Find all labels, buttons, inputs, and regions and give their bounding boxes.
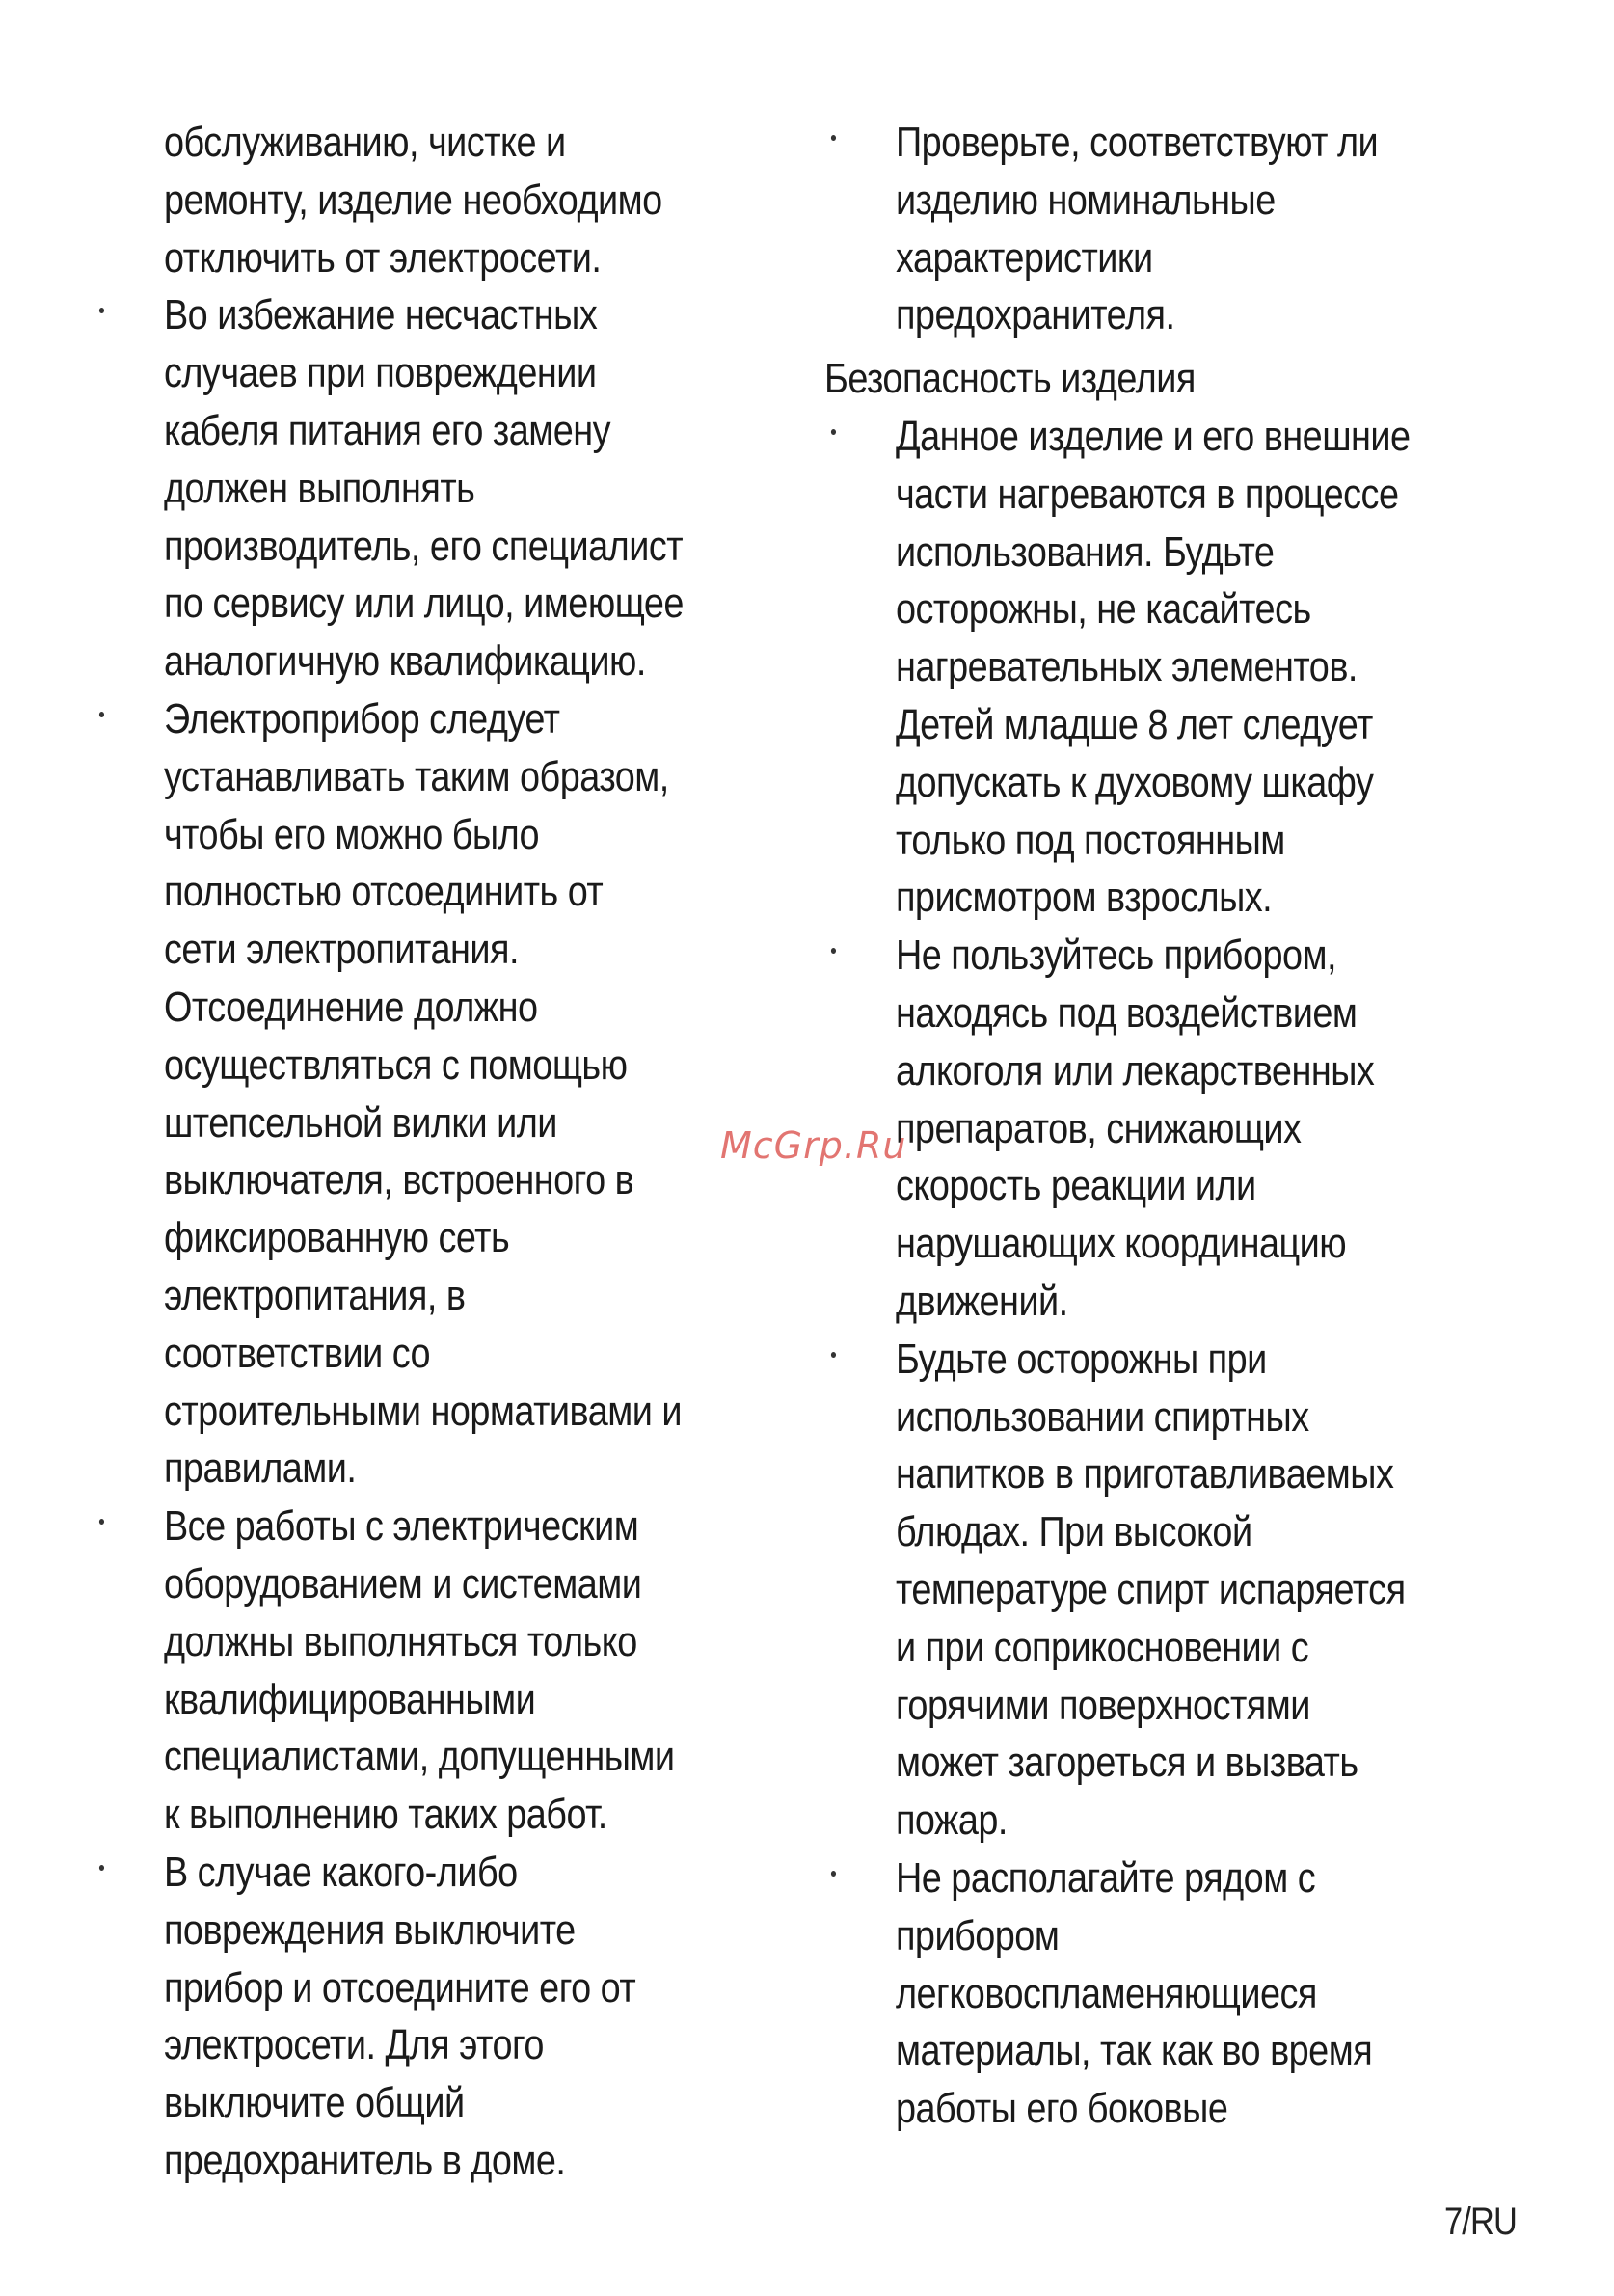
bullet-item [93, 690, 706, 1498]
bullet-icon [831, 429, 836, 435]
bullet-item [824, 408, 1438, 927]
text-line: присмотром взрослых. [895, 874, 1273, 922]
text-line: находясь под воздействием [895, 988, 1358, 1037]
bullet-icon [99, 712, 104, 717]
text-line: правилами. [163, 1445, 357, 1493]
text-line: характеристики [895, 233, 1153, 282]
text-line: выключите общий [163, 2079, 465, 2127]
text-line: полностью отсоединить от [163, 868, 604, 916]
text-line: предохранитель в доме. [163, 2136, 566, 2184]
text-line: напитков в приготавливаемых [895, 1450, 1394, 1499]
text-line: случаев при повреждении [163, 349, 597, 397]
text-line: Во избежание несчастных [163, 291, 598, 339]
continuation-paragraph [93, 114, 706, 286]
text-line: штепсельной вилки или [163, 1098, 557, 1147]
left-column [93, 114, 806, 2190]
text-line: прибор и отсоедините его от [163, 1963, 636, 2012]
text-line: обслуживанию, чистке и [163, 119, 566, 166]
text-line: электропитания, в [163, 1271, 466, 1319]
text-line: Будьте осторожны при [895, 1335, 1267, 1383]
text-line: легковоспламеняющиеся [895, 1969, 1317, 2017]
text-line: материалы, так как во время [895, 2027, 1373, 2075]
text-line: по сервису или лицо, имеющее [163, 580, 684, 628]
right-column [824, 114, 1538, 2138]
text-line: строительными нормативами и [163, 1387, 682, 1435]
text-line: температуре спирт испаряется [895, 1565, 1406, 1613]
text-line: повреждения выключите [163, 1905, 576, 1954]
text-line: части нагреваются в процессе [895, 470, 1399, 518]
text-line: Не пользуйтесь прибором, [895, 932, 1337, 980]
bullet-icon [99, 1519, 104, 1525]
text-line: чтобы его можно было [163, 810, 540, 858]
text-line: ремонту, изделие необходимо [163, 176, 662, 224]
text-line: осторожны, не касайтесь [895, 585, 1311, 634]
text-line: специалистами, допущенными [163, 1733, 675, 1781]
text-line: соответствии со [163, 1329, 431, 1377]
text-line: алкоголя или лекарственных [895, 1046, 1375, 1094]
text-line: может загореться и вызвать [895, 1739, 1358, 1787]
page-number: 7/RU [1444, 2201, 1517, 2243]
text-line: скорость реакции или [895, 1162, 1256, 1210]
text-line: к выполнению таких работ. [163, 1791, 607, 1839]
bullet-item [93, 286, 706, 690]
text-line: Проверьте, соответствуют ли [895, 119, 1379, 166]
bullet-icon [99, 308, 104, 313]
text-line: отключить от электросети. [163, 233, 602, 282]
bullet-item [93, 1498, 706, 1844]
text-line: нагревательных элементов. [895, 643, 1358, 691]
text-line: изделию номинальные [895, 176, 1276, 224]
text-line: В случае какого-либо [163, 1848, 518, 1896]
text-line: Отсоединение должно [163, 983, 538, 1031]
text-line: препаратов, снижающих [895, 1104, 1302, 1152]
text-line: фиксированную сеть [163, 1214, 510, 1262]
watermark: McGrp.Ru [720, 1124, 907, 1167]
text-line: устанавливать таким образом, [163, 752, 669, 800]
bullet-item [824, 927, 1438, 1331]
text-line: кабеля питания его замену [163, 406, 611, 454]
text-line: Данное изделие и его внешние [895, 412, 1411, 460]
bullet-icon [99, 1865, 104, 1871]
text-line: только под постоянным [895, 816, 1285, 864]
text-line: оборудованием и системами [163, 1559, 642, 1607]
section-heading: Безопасность изделия [824, 355, 1196, 403]
bullet-icon [831, 948, 836, 954]
bullet-icon [831, 1352, 836, 1358]
text-line: сети электропитания. [163, 926, 519, 974]
bullet-icon [831, 135, 836, 141]
text-line: Электроприбор следует [163, 694, 560, 743]
text-line: прибором [895, 1911, 1060, 1959]
text-line: Детей младше 8 лет следует [895, 700, 1373, 748]
bullet-item [824, 114, 1438, 344]
text-line: осуществляться с помощью [163, 1040, 628, 1089]
text-line: работы его боковые [895, 2085, 1228, 2133]
text-line: нарушающих координацию [895, 1220, 1347, 1268]
text-line: выключателя, встроенного в [163, 1156, 634, 1204]
text-line: пожар. [895, 1796, 1008, 1845]
text-line: предохранителя. [895, 291, 1175, 339]
text-line: движений. [895, 1277, 1068, 1325]
text-line: и при соприкосновении с [895, 1623, 1309, 1671]
text-line: производитель, его специалист [163, 522, 684, 570]
text-line: квалифицированными [163, 1675, 536, 1723]
bullet-item [93, 1844, 706, 2190]
text-line: блюдах. При высокой [895, 1508, 1252, 1556]
text-line: Все работы с электрическим [163, 1502, 639, 1551]
text-line: аналогичную квалификацию. [163, 637, 646, 686]
text-line: электросети. Для этого [163, 2021, 544, 2069]
text-line: должны выполняться только [163, 1617, 637, 1665]
text-line: допускать к духовому шкафу [895, 758, 1374, 806]
text-line: горячими поверхностями [895, 1681, 1310, 1729]
text-line: Не располагайте рядом с [895, 1853, 1316, 1902]
bullet-icon [831, 1871, 836, 1877]
text-line: должен выполнять [163, 464, 475, 512]
bullet-item [824, 1331, 1438, 1850]
text-line: использовании спиртных [895, 1392, 1309, 1441]
bullet-item [824, 1850, 1438, 2138]
text-line: использования. Будьте [895, 527, 1275, 576]
